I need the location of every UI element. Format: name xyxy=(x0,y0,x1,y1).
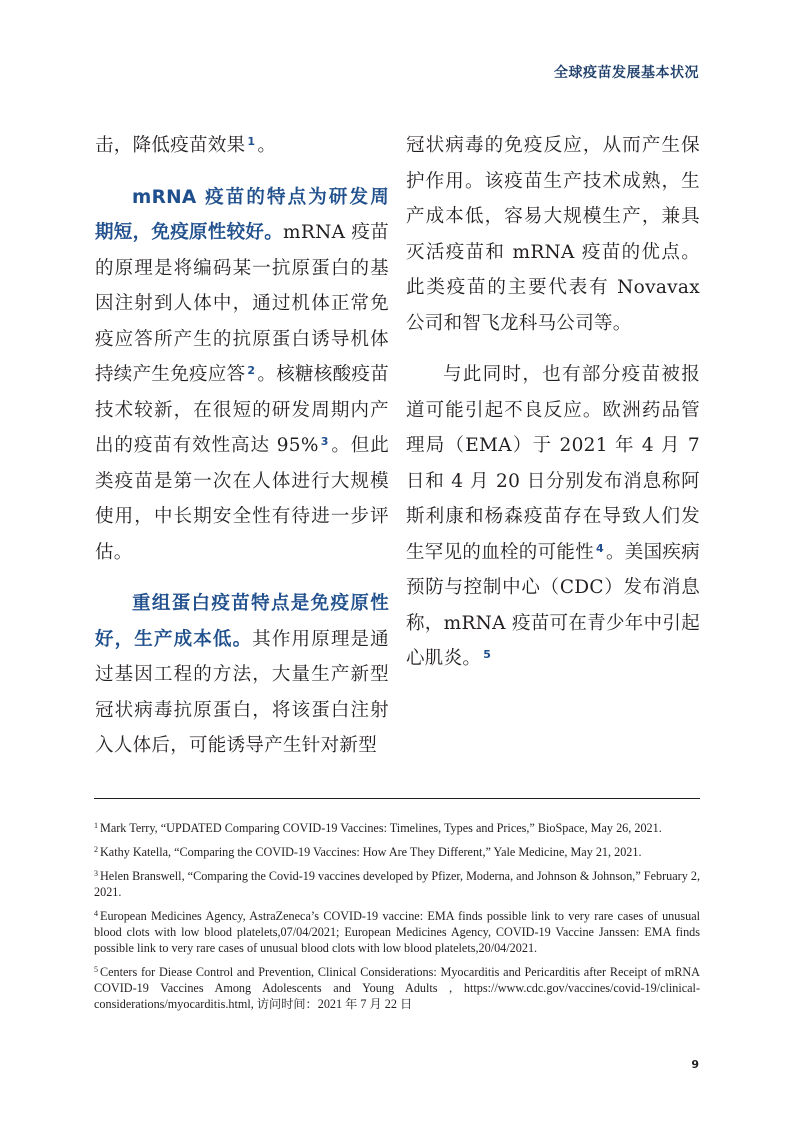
page-number: 9 xyxy=(691,1058,699,1071)
footnote-item xyxy=(94,820,700,836)
footnote-ref-3[interactable]: 3 xyxy=(320,435,329,448)
left-column xyxy=(95,128,389,780)
paragraph-heading: 重组蛋白疫苗特点是免疫原性好，生产成本低。 xyxy=(95,593,389,650)
paragraph-continuation xyxy=(406,128,700,341)
footnote-item xyxy=(94,964,700,1012)
footnote-item xyxy=(94,908,700,956)
paragraph-continuation xyxy=(95,128,389,164)
right-column xyxy=(406,128,700,693)
paragraph-text: mRNA 疫苗的原理是将编码某一抗原蛋白的基因注射到人体中，通过机体正常免疫应答所产生的抗原蛋白诱导机体持续产生免疫应答 xyxy=(95,222,390,385)
paragraph-text: 。美国疾病预防与控制中心（CDC）发布消息称，mRNA 疫苗可在青少年中引起心肌炎。 xyxy=(406,541,701,669)
footnote-ref-4[interactable]: 4 xyxy=(596,541,604,555)
paragraph-text: 。核糖核酸疫苗技术较新，在很短的研发周期内产出的疫苗有效性高达 95% xyxy=(95,364,389,456)
footnote-text: Mark Terry, “UPDATED Comparing COVID-19 Vaccines: Timelines, Types and Prices,” BioSpace, May 26, 2021. xyxy=(100,821,662,835)
footnote-number: 1 xyxy=(94,821,98,830)
footnote-ref-5[interactable]: 5 xyxy=(483,648,492,661)
paragraph-adverse-reactions xyxy=(406,357,700,677)
paragraph-text: 击，降低疫苗效果 xyxy=(95,135,246,156)
footnote-number: 3 xyxy=(94,869,98,878)
footnote-number: 5 xyxy=(94,965,98,974)
paragraph-text: 与此同时，也有部分疫苗被报道可能引起不良反应。欧洲药品管理局（EMA）于 2021 年 4 月 7 日和 4 月 20 日分别发布消息称阿斯利康和杨森疫苗存在导致人们发生罕见的血栓的可能性 xyxy=(406,364,700,563)
paragraph-mrna xyxy=(95,180,389,571)
paragraph-recombinant xyxy=(95,586,389,764)
paragraph-text: 。 xyxy=(257,135,277,156)
footnotes xyxy=(94,820,700,1020)
footnote-text[interactable]: Centers for Diease Control and Prevention, Clinical Considerations: Myocarditis and Pericarditis after Receipt of mRNA COVID-19 Vaccines Among Adolescents and Young Adults , https://www.cdc.gov/vaccines/covid-19/clinical-considerations/myocarditis.html, 访问时间：2021 年 7 月 22 日 xyxy=(94,965,700,1011)
paragraph-text: 冠状病毒的免疫反应，从而产生保护作用。该疫苗生产技术成熟，生产成本低，容易大规模生产，兼具灭活疫苗和 mRNA 疫苗的优点。此类疫苗的主要代表有 Novavax 公司和智飞龙科马公司等。 xyxy=(406,135,700,334)
footnote-item xyxy=(94,844,700,860)
footnote-text: Kathy Katella, “Comparing the COVID-19 Vaccines: How Are They Different,” Yale Medicine, May 21, 2021. xyxy=(100,845,642,859)
paragraph-heading: mRNA 疫苗的特点为研发周期短，免疫原性较好。 xyxy=(95,186,389,243)
footnote-item xyxy=(94,868,700,900)
footnote-number: 2 xyxy=(94,845,98,854)
footnote-divider xyxy=(94,798,700,799)
footnote-ref-1[interactable]: 1 xyxy=(247,135,256,148)
footnote-ref-2[interactable]: 2 xyxy=(247,364,256,377)
running-header: 全球疫苗发展基本状况 xyxy=(554,65,699,81)
footnote-text: European Medicines Agency, AstraZeneca’s COVID-19 vaccine: EMA finds possible link to very rare cases of unusual blood clots with low blood platelets,07/04/2021; European Medicines Agency, COVID-19 Vaccine Janssen: EMA finds possible link to very rare cases of unusual blood clots with low blood platelets,20/04/2021. xyxy=(94,909,700,955)
footnote-text: Helen Branswell, “Comparing the Covid-19 vaccines developed by Pfizer, Moderna, and Johnson & Johnson,” February 2, 2021. xyxy=(94,869,700,899)
paragraph-text: 。但此类疫苗是第一次在人体进行大规模使用，中长期安全性有待进一步评估。 xyxy=(95,435,390,563)
footnote-number: 4 xyxy=(94,909,98,918)
paragraph-text: 其作用原理是通过基因工程的方法，大量生产新型冠状病毒抗原蛋白，将该蛋白注射入人体后，可能诱导产生针对新型 xyxy=(95,628,389,756)
